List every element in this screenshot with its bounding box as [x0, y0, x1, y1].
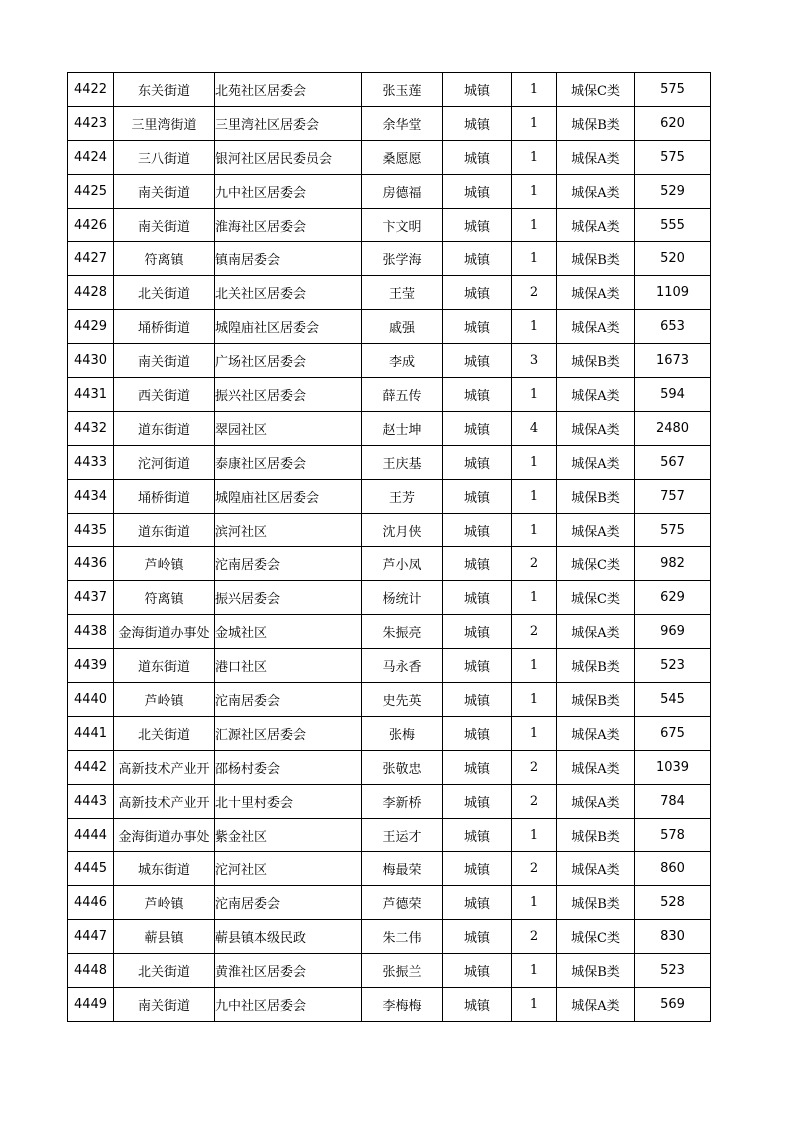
name-cell: 王庆基	[362, 445, 443, 479]
table-row	[68, 242, 711, 276]
street-cell: 南关街道	[114, 174, 215, 208]
table-row	[68, 479, 711, 513]
name-cell: 赵士坤	[362, 411, 443, 445]
table-row	[68, 818, 711, 852]
amount-cell: 567	[635, 445, 711, 479]
community-cell: 汇源社区居委会	[215, 716, 362, 750]
street-cell: 高新技术产业开	[114, 784, 215, 818]
area-type-cell: 城镇	[443, 140, 512, 174]
row-number-cell: 4429	[68, 310, 114, 344]
community-cell: 九中社区居委会	[215, 988, 362, 1022]
street-cell: 三八街道	[114, 140, 215, 174]
community-cell: 黄淮社区居委会	[215, 954, 362, 988]
area-type-cell: 城镇	[443, 208, 512, 242]
area-type-cell: 城镇	[443, 581, 512, 615]
household-count-cell: 1	[512, 242, 557, 276]
insurance-category-cell: 城保B类	[557, 242, 635, 276]
name-cell: 房德福	[362, 174, 443, 208]
insurance-category-cell: 城保C类	[557, 547, 635, 581]
table-row	[68, 513, 711, 547]
name-cell: 梅最荣	[362, 852, 443, 886]
community-cell: 金城社区	[215, 615, 362, 649]
amount-cell: 629	[635, 581, 711, 615]
table-row	[68, 445, 711, 479]
household-count-cell: 2	[512, 920, 557, 954]
table-row	[68, 106, 711, 140]
community-cell: 沱南居委会	[215, 547, 362, 581]
community-cell: 蕲县镇本级民政	[215, 920, 362, 954]
amount-cell: 523	[635, 954, 711, 988]
insurance-category-cell: 城保C类	[557, 73, 635, 107]
community-cell: 淮海社区居委会	[215, 208, 362, 242]
amount-cell: 969	[635, 615, 711, 649]
amount-cell: 1673	[635, 344, 711, 378]
household-count-cell: 2	[512, 784, 557, 818]
table-row	[68, 716, 711, 750]
community-cell: 北苑社区居委会	[215, 73, 362, 107]
area-type-cell: 城镇	[443, 683, 512, 717]
table-row	[68, 547, 711, 581]
insurance-category-cell: 城保A类	[557, 852, 635, 886]
street-cell: 北关街道	[114, 276, 215, 310]
area-type-cell: 城镇	[443, 886, 512, 920]
name-cell: 张梅	[362, 716, 443, 750]
community-cell: 沱南居委会	[215, 886, 362, 920]
area-type-cell: 城镇	[443, 106, 512, 140]
area-type-cell: 城镇	[443, 174, 512, 208]
community-cell: 滨河社区	[215, 513, 362, 547]
amount-cell: 830	[635, 920, 711, 954]
insurance-category-cell: 城保B类	[557, 344, 635, 378]
area-type-cell: 城镇	[443, 479, 512, 513]
street-cell: 道东街道	[114, 649, 215, 683]
amount-cell: 528	[635, 886, 711, 920]
area-type-cell: 城镇	[443, 242, 512, 276]
name-cell: 史先英	[362, 683, 443, 717]
insurance-category-cell: 城保A类	[557, 988, 635, 1022]
area-type-cell: 城镇	[443, 73, 512, 107]
household-count-cell: 1	[512, 174, 557, 208]
community-cell: 三里湾社区居委会	[215, 106, 362, 140]
insurance-category-cell: 城保B类	[557, 818, 635, 852]
table-row	[68, 174, 711, 208]
household-count-cell: 3	[512, 344, 557, 378]
street-cell: 北关街道	[114, 954, 215, 988]
household-count-cell: 1	[512, 140, 557, 174]
street-cell: 埇桥街道	[114, 310, 215, 344]
name-cell: 芦德荣	[362, 886, 443, 920]
name-cell: 芦小凤	[362, 547, 443, 581]
row-number-cell: 4439	[68, 649, 114, 683]
table-row	[68, 988, 711, 1022]
street-cell: 埇桥街道	[114, 479, 215, 513]
household-count-cell: 2	[512, 615, 557, 649]
amount-cell: 784	[635, 784, 711, 818]
table-row	[68, 310, 711, 344]
area-type-cell: 城镇	[443, 649, 512, 683]
community-cell: 城隍庙社区居委会	[215, 479, 362, 513]
street-cell: 蕲县镇	[114, 920, 215, 954]
amount-cell: 2480	[635, 411, 711, 445]
area-type-cell: 城镇	[443, 411, 512, 445]
household-count-cell: 1	[512, 683, 557, 717]
area-type-cell: 城镇	[443, 344, 512, 378]
household-count-cell: 1	[512, 73, 557, 107]
amount-cell: 545	[635, 683, 711, 717]
name-cell: 马永香	[362, 649, 443, 683]
table-row	[68, 276, 711, 310]
row-number-cell: 4436	[68, 547, 114, 581]
row-number-cell: 4423	[68, 106, 114, 140]
table-row	[68, 581, 711, 615]
insurance-category-cell: 城保A类	[557, 140, 635, 174]
row-number-cell: 4422	[68, 73, 114, 107]
table-row	[68, 378, 711, 412]
amount-cell: 1109	[635, 276, 711, 310]
amount-cell: 575	[635, 140, 711, 174]
household-count-cell: 2	[512, 750, 557, 784]
amount-cell: 675	[635, 716, 711, 750]
table-row	[68, 208, 711, 242]
amount-cell: 594	[635, 378, 711, 412]
row-number-cell: 4449	[68, 988, 114, 1022]
name-cell: 薛五传	[362, 378, 443, 412]
area-type-cell: 城镇	[443, 513, 512, 547]
household-count-cell: 2	[512, 547, 557, 581]
table-row	[68, 683, 711, 717]
area-type-cell: 城镇	[443, 954, 512, 988]
amount-cell: 860	[635, 852, 711, 886]
street-cell: 南关街道	[114, 344, 215, 378]
household-count-cell: 1	[512, 378, 557, 412]
street-cell: 金海街道办事处	[114, 615, 215, 649]
name-cell: 余华堂	[362, 106, 443, 140]
community-cell: 泰康社区居委会	[215, 445, 362, 479]
household-count-cell: 1	[512, 208, 557, 242]
community-cell: 沱河社区	[215, 852, 362, 886]
household-count-cell: 2	[512, 852, 557, 886]
amount-cell: 1039	[635, 750, 711, 784]
community-cell: 城隍庙社区居委会	[215, 310, 362, 344]
area-type-cell: 城镇	[443, 276, 512, 310]
name-cell: 张学海	[362, 242, 443, 276]
row-number-cell: 4446	[68, 886, 114, 920]
row-number-cell: 4441	[68, 716, 114, 750]
household-count-cell: 1	[512, 106, 557, 140]
street-cell: 三里湾街道	[114, 106, 215, 140]
row-number-cell: 4442	[68, 750, 114, 784]
street-cell: 符离镇	[114, 242, 215, 276]
row-number-cell: 4435	[68, 513, 114, 547]
area-type-cell: 城镇	[443, 615, 512, 649]
name-cell: 朱二伟	[362, 920, 443, 954]
amount-cell: 520	[635, 242, 711, 276]
amount-cell: 529	[635, 174, 711, 208]
area-type-cell: 城镇	[443, 818, 512, 852]
table-row	[68, 649, 711, 683]
row-number-cell: 4448	[68, 954, 114, 988]
row-number-cell: 4425	[68, 174, 114, 208]
name-cell: 张振兰	[362, 954, 443, 988]
amount-cell: 575	[635, 513, 711, 547]
community-cell: 九中社区居委会	[215, 174, 362, 208]
street-cell: 金海街道办事处	[114, 818, 215, 852]
street-cell: 芦岭镇	[114, 547, 215, 581]
row-number-cell: 4430	[68, 344, 114, 378]
insurance-category-cell: 城保B类	[557, 683, 635, 717]
name-cell: 王运才	[362, 818, 443, 852]
area-type-cell: 城镇	[443, 784, 512, 818]
row-number-cell: 4431	[68, 378, 114, 412]
community-cell: 北十里村委会	[215, 784, 362, 818]
insurance-category-cell: 城保A类	[557, 411, 635, 445]
table-row	[68, 954, 711, 988]
amount-cell: 982	[635, 547, 711, 581]
street-cell: 芦岭镇	[114, 683, 215, 717]
area-type-cell: 城镇	[443, 445, 512, 479]
table-body	[68, 73, 711, 1022]
community-cell: 邵杨村委会	[215, 750, 362, 784]
row-number-cell: 4444	[68, 818, 114, 852]
area-type-cell: 城镇	[443, 852, 512, 886]
row-number-cell: 4432	[68, 411, 114, 445]
household-count-cell: 1	[512, 818, 557, 852]
name-cell: 李梅梅	[362, 988, 443, 1022]
household-count-cell: 2	[512, 276, 557, 310]
amount-cell: 555	[635, 208, 711, 242]
street-cell: 沱河街道	[114, 445, 215, 479]
row-number-cell: 4434	[68, 479, 114, 513]
insurance-category-cell: 城保B类	[557, 106, 635, 140]
insurance-category-cell: 城保A类	[557, 276, 635, 310]
area-type-cell: 城镇	[443, 716, 512, 750]
table-row	[68, 886, 711, 920]
amount-cell: 575	[635, 73, 711, 107]
row-number-cell: 4438	[68, 615, 114, 649]
community-cell: 港口社区	[215, 649, 362, 683]
table-row	[68, 784, 711, 818]
household-count-cell: 1	[512, 716, 557, 750]
street-cell: 符离镇	[114, 581, 215, 615]
table-row	[68, 615, 711, 649]
community-cell: 振兴居委会	[215, 581, 362, 615]
street-cell: 道东街道	[114, 411, 215, 445]
area-type-cell: 城镇	[443, 988, 512, 1022]
table-row	[68, 344, 711, 378]
amount-cell: 578	[635, 818, 711, 852]
insurance-category-cell: 城保B类	[557, 954, 635, 988]
table-row	[68, 750, 711, 784]
name-cell: 张敬忠	[362, 750, 443, 784]
name-cell: 张玉莲	[362, 73, 443, 107]
name-cell: 沈月侠	[362, 513, 443, 547]
household-count-cell: 4	[512, 411, 557, 445]
insurance-category-cell: 城保C类	[557, 920, 635, 954]
row-number-cell: 4440	[68, 683, 114, 717]
street-cell: 高新技术产业开	[114, 750, 215, 784]
street-cell: 东关街道	[114, 73, 215, 107]
row-number-cell: 4428	[68, 276, 114, 310]
community-cell: 广场社区居委会	[215, 344, 362, 378]
row-number-cell: 4427	[68, 242, 114, 276]
name-cell: 杨统计	[362, 581, 443, 615]
insurance-category-cell: 城保A类	[557, 445, 635, 479]
insurance-category-cell: 城保A类	[557, 784, 635, 818]
household-count-cell: 1	[512, 649, 557, 683]
street-cell: 道东街道	[114, 513, 215, 547]
insurance-category-cell: 城保B类	[557, 479, 635, 513]
area-type-cell: 城镇	[443, 378, 512, 412]
row-number-cell: 4433	[68, 445, 114, 479]
area-type-cell: 城镇	[443, 750, 512, 784]
community-cell: 翠园社区	[215, 411, 362, 445]
street-cell: 南关街道	[114, 988, 215, 1022]
insurance-category-cell: 城保A类	[557, 615, 635, 649]
household-count-cell: 1	[512, 445, 557, 479]
insurance-category-cell: 城保A类	[557, 750, 635, 784]
street-cell: 城东街道	[114, 852, 215, 886]
insurance-category-cell: 城保C类	[557, 581, 635, 615]
beneficiary-table	[67, 72, 711, 1022]
community-cell: 沱南居委会	[215, 683, 362, 717]
household-count-cell: 1	[512, 513, 557, 547]
street-cell: 芦岭镇	[114, 886, 215, 920]
street-cell: 南关街道	[114, 208, 215, 242]
community-cell: 振兴社区居委会	[215, 378, 362, 412]
row-number-cell: 4437	[68, 581, 114, 615]
name-cell: 卞文明	[362, 208, 443, 242]
area-type-cell: 城镇	[443, 920, 512, 954]
amount-cell: 620	[635, 106, 711, 140]
name-cell: 李新桥	[362, 784, 443, 818]
name-cell: 李成	[362, 344, 443, 378]
insurance-category-cell: 城保A类	[557, 174, 635, 208]
insurance-category-cell: 城保A类	[557, 716, 635, 750]
household-count-cell: 1	[512, 479, 557, 513]
table-row	[68, 73, 711, 107]
name-cell: 王莹	[362, 276, 443, 310]
area-type-cell: 城镇	[443, 547, 512, 581]
table-row	[68, 920, 711, 954]
row-number-cell: 4424	[68, 140, 114, 174]
row-number-cell: 4445	[68, 852, 114, 886]
community-cell: 北关社区居委会	[215, 276, 362, 310]
insurance-category-cell: 城保A类	[557, 513, 635, 547]
household-count-cell: 1	[512, 988, 557, 1022]
table-row	[68, 411, 711, 445]
community-cell: 紫金社区	[215, 818, 362, 852]
name-cell: 戚强	[362, 310, 443, 344]
name-cell: 王芳	[362, 479, 443, 513]
insurance-category-cell: 城保B类	[557, 886, 635, 920]
insurance-category-cell: 城保A类	[557, 378, 635, 412]
table-row	[68, 852, 711, 886]
row-number-cell: 4426	[68, 208, 114, 242]
amount-cell: 757	[635, 479, 711, 513]
name-cell: 朱振亮	[362, 615, 443, 649]
community-cell: 银河社区居民委员会	[215, 140, 362, 174]
row-number-cell: 4443	[68, 784, 114, 818]
table-row	[68, 140, 711, 174]
community-cell: 镇南居委会	[215, 242, 362, 276]
household-count-cell: 1	[512, 886, 557, 920]
household-count-cell: 1	[512, 954, 557, 988]
amount-cell: 523	[635, 649, 711, 683]
household-count-cell: 1	[512, 310, 557, 344]
amount-cell: 653	[635, 310, 711, 344]
area-type-cell: 城镇	[443, 310, 512, 344]
amount-cell: 569	[635, 988, 711, 1022]
name-cell: 桑愿愿	[362, 140, 443, 174]
row-number-cell: 4447	[68, 920, 114, 954]
insurance-category-cell: 城保B类	[557, 649, 635, 683]
street-cell: 西关街道	[114, 378, 215, 412]
household-count-cell: 1	[512, 581, 557, 615]
insurance-category-cell: 城保A类	[557, 310, 635, 344]
insurance-category-cell: 城保A类	[557, 208, 635, 242]
street-cell: 北关街道	[114, 716, 215, 750]
